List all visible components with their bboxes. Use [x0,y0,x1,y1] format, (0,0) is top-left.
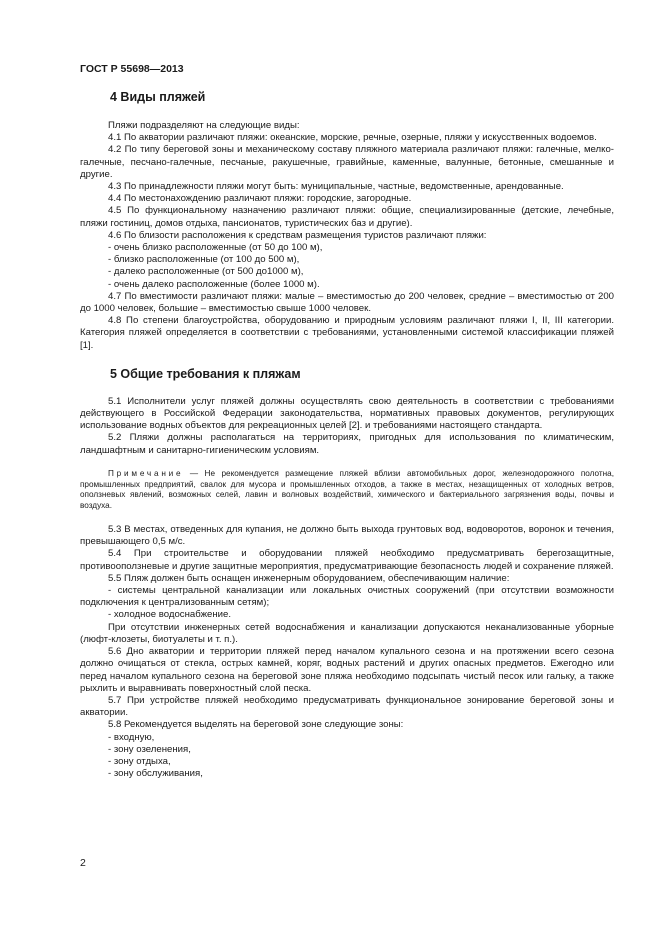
paragraph: 4.7 По вместимости различают пляжи: малые – вместимостью до 200 человек, средние – вместимостью от 200 до 1000 человек, большие – вместимостью свыше 1000 человек. [80,290,614,315]
paragraph: 5.1 Исполнители услуг пляжей должны осуществлять свою деятельность в соответствии с требованиями действующего в Российской Федерации законодательства, нормативных правовых документов, регулирующих использование водных объектов для рекреационных целей [2]. и требованиями настоящего стандарта. [80,395,614,432]
paragraph: 4.2 По типу береговой зоны и механическому составу пляжного материала различают пляжи: галечные, мелко-галечные, песчано-галечные, песчаные, ракушечные, гравийные, каменные, валунные, бетонные, смешанные и другие. [80,144,614,180]
section-5-title: 5 Общие требования к пляжам [110,366,301,381]
list-item: - зону озеленения, [108,743,191,755]
list-item: - очень далеко расположенные (более 1000 м). [108,278,320,290]
paragraph: При отсутствии инженерных сетей водоснабжения и канализации допускаются неканализованные уборные (люфт-клозеты, биотуалеты и т. п.). [80,621,614,645]
paragraph: 5.5 Пляж должен быть оснащен инженерным оборудованием, обеспечивающим наличие: [108,572,510,584]
note-label: Примечание [108,468,184,478]
paragraph: 4.5 По функциональному назначению различают пляжи: общие, специализированные (детские, лечебные, пляжи гостиниц, домов отдыха, пансионатов, туристических баз и другие). [80,205,614,229]
list-item: - зону отдыха, [108,755,171,767]
list-item: - очень близко расположенные (от 50 до 100 м), [108,242,323,254]
page-number: 2 [80,857,86,869]
list-item: - холодное водоснабжение. [108,609,232,621]
paragraph: Пляжи подразделяют на следующие виды: [108,120,300,131]
note [80,469,614,512]
list-item: - зону обслуживания, [108,768,203,780]
section-4-title: 4 Виды пляжей [110,90,206,104]
list-item: - далеко расположенные (от 500 до1000 м), [108,266,304,278]
page-body [80,90,614,780]
list-item: - близко расположенные (от 100 до 500 м), [108,254,300,266]
paragraph: 4.1 По акватории различают пляжи: океанские, морские, речные, озерные, пляжи у искусственных водоемов. [108,132,597,144]
list-item: - входную, [108,731,155,743]
paragraph: 5.7 При устройстве пляжей необходимо предусматривать функциональное зонирование береговой зоны и акватории. [80,694,614,719]
paragraph: 4.8 По степени благоустройства, оборудованию и природным условиям различают пляжи I, II, III категории. Категория пляжей определяется в соответствии с требованиями, установленными системой классификации пляжей [1]. [80,315,614,351]
paragraph: 5.2 Пляжи должны располагаться на территориях, пригодных для использования по климатическим, ландшафтным и санитарно-гигиеническим условиям. [80,432,614,456]
paragraph: - системы центральной канализации или локальных очистных сооружений (при отсутствии возможности подключения к централизованным сетям); [80,585,614,609]
paragraph: 5.6 Дно акватории и территории пляжей перед началом купального сезона и на протяжении всего сезона должно очищаться от стекла, острых камней, коряг, водных растений и других опасных предметов. Ежегодно или перед началом купального сезона на береговой зоне пляжа необходимо подсыпать чистый песок или гальку, а также рыхлить и выравнивать поверхностный слой песка. [80,646,614,694]
paragraph: 4.6 По близости расположения к средствам размещения туристов различают пляжи: [108,229,487,241]
document-header: ГОСТ Р 55698—2013 [80,63,184,75]
paragraph: 4.4 По местонахождению различают пляжи: городские, загородные. [108,193,412,205]
paragraph: 5.4 При строительстве и оборудовании пляжей необходимо предусматривать берегозащитные, противооползневые и другие защитные мероприятия, предусматривающие безопасность людей и сохранение пляжей. [80,548,614,572]
paragraph: 5.3 В местах, отведенных для купания, не должно быть выхода грунтовых вод, водоворотов, воронок и течения, превышающего 0,5 м/с. [80,524,614,548]
paragraph: 5.8 Рекомендуется выделять на береговой зоне следующие зоны: [108,719,404,731]
paragraph: 4.3 По принадлежности пляжи могут быть: муниципальные, частные, ведомственные, арендованные. [108,181,564,193]
note-text: — Не рекомендуется размещение пляжей вблизи автомобильных дорог, железнодорожного полотна, промышленных предприятий, свалок для мусора и промышленных отходов, а также в местах, незащищенных от холодных ветров, оползневых явлений, возможных селей, лавин и волновых воздействий, химического и бактериального загрязнения воды, почвы и воздуха. [80,468,614,511]
